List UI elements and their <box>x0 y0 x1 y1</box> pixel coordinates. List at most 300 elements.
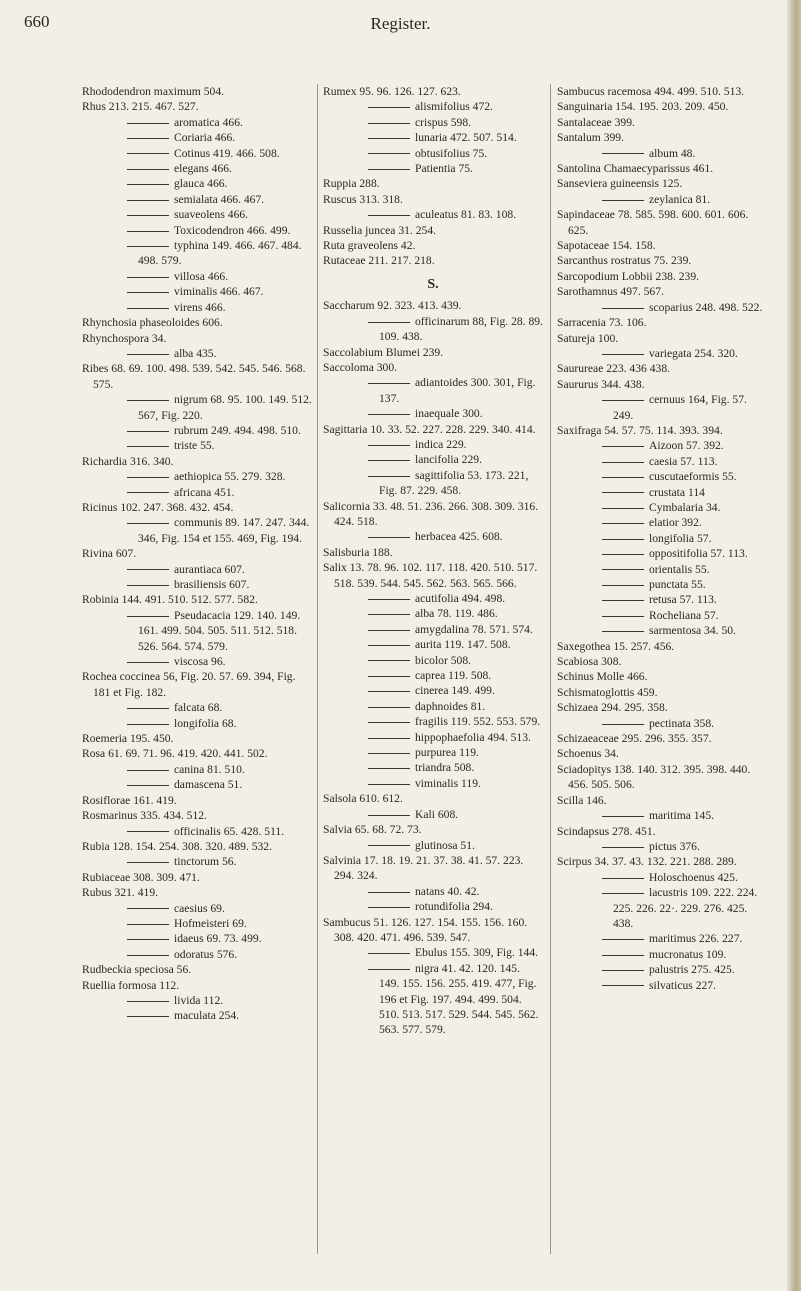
entry-text: maculata 254. <box>174 1009 240 1023</box>
entry-text: officinarum 88, Fig. 28. 89. 109. 438. <box>379 314 543 344</box>
index-entry <box>557 253 769 268</box>
index-subentry <box>82 515 314 546</box>
repeat-dash <box>602 600 644 601</box>
entry-text: Cotinus 419. 466. 508. <box>174 146 280 160</box>
entry-text: sarmentosa 34. 50. <box>649 624 736 638</box>
index-subentry <box>557 562 769 577</box>
index-subentry <box>82 423 314 438</box>
repeat-dash <box>368 845 410 846</box>
entry-text: tinctorum 56. <box>174 855 237 869</box>
entry-text: aculeatus 81. 83. 108. <box>415 208 517 222</box>
entry-text: Saxifraga 54. 57. 75. 114. 393. 394. <box>557 423 723 437</box>
index-subentry <box>82 777 314 792</box>
entry-text: Ribes 68. 69. 100. 498. 539. 542. 545. 546. 568. 575. <box>82 362 306 391</box>
index-entry <box>557 207 769 238</box>
entry-text: Rivina 607. <box>82 547 137 561</box>
index-entry <box>557 639 769 654</box>
repeat-dash <box>127 431 169 432</box>
entry-text: Scindapsus 278. 451. <box>557 824 656 838</box>
entry-text: alismifolius 472. <box>415 100 493 114</box>
entry-text: aurita 119. 147. 508. <box>415 638 511 652</box>
index-subentry <box>323 99 543 114</box>
repeat-dash <box>127 616 169 617</box>
entry-text: Rhynchosia phaseoloides 606. <box>82 316 223 330</box>
entry-text: lunaria 472. 507. 514. <box>415 131 517 145</box>
entry-text: Sambucus 51. 126. 127. 154. 155. 156. 160. 308. 420. 471. 496. 539. 547. <box>323 915 528 944</box>
index-entry <box>557 824 769 839</box>
index-subentry <box>557 839 769 854</box>
entry-text: maritimus 226. 227. <box>649 932 743 946</box>
repeat-dash <box>602 477 644 478</box>
index-entry <box>82 315 314 330</box>
index-subentry <box>557 346 769 361</box>
repeat-dash <box>127 446 169 447</box>
index-subentry <box>323 468 543 499</box>
index-entry <box>82 839 314 854</box>
entry-text: zeylanica 81. <box>649 192 711 206</box>
entry-text: obtusifolius 75. <box>415 146 488 160</box>
index-subentry <box>82 1008 314 1023</box>
index-entry <box>557 161 769 176</box>
entry-text: triste 55. <box>174 439 215 453</box>
index-subentry <box>323 452 543 467</box>
index-subentry <box>557 500 769 515</box>
entry-text: Rudbeckia speciosa 56. <box>82 963 192 977</box>
index-entry <box>323 238 543 253</box>
entry-text: aurantiaca 607. <box>174 562 245 576</box>
index-entry <box>82 962 314 977</box>
entry-text: crispus 598. <box>415 115 472 129</box>
repeat-dash <box>127 955 169 956</box>
repeat-dash <box>368 907 410 908</box>
repeat-dash <box>368 645 410 646</box>
entry-text: aethiopica 55. 279. 328. <box>174 470 286 484</box>
entry-text: Ruppia 288. <box>323 177 380 191</box>
index-entry <box>82 592 314 607</box>
entry-text: nigrum 68. 95. 100. 149. 512. 567, Fig. 220. <box>138 393 312 422</box>
index-entry <box>557 700 769 715</box>
entry-text: Saururus 344. 438. <box>557 377 645 391</box>
index-entry <box>323 176 543 191</box>
index-subentry <box>82 130 314 145</box>
index-entry <box>557 854 769 869</box>
index-subentry <box>323 207 543 222</box>
entry-text: acutifolia 494. 498. <box>415 592 506 605</box>
entry-text: suaveolens 466. <box>174 208 249 222</box>
repeat-dash <box>368 599 410 600</box>
repeat-dash <box>127 153 169 154</box>
entry-text: Pseudacacia 129. 140. 149. 161. 499. 504. 505. 511. 512. 518. 526. 564. 574. 579. <box>138 608 301 653</box>
entry-text: Ruta graveolens 42. <box>323 239 416 253</box>
entry-text: Schinus Molle 466. <box>557 670 648 684</box>
entry-text: Roemeria 195. 450. <box>82 732 174 746</box>
entry-text: semialata 466. 467. <box>174 192 265 206</box>
entry-text: inaequale 300. <box>415 407 483 421</box>
entry-text: maritima 145. <box>649 809 715 823</box>
repeat-dash <box>127 1016 169 1017</box>
entry-text: adiantoides 300. 301, Fig. 137. <box>379 376 536 405</box>
repeat-dash <box>368 153 410 154</box>
repeat-dash <box>368 630 410 631</box>
entry-text: glutinosa 51. <box>415 838 475 852</box>
entry-text: punctata 55. <box>649 578 706 591</box>
index-entry <box>557 115 769 130</box>
repeat-dash <box>368 169 410 170</box>
entry-text: Kali 608. <box>415 807 459 821</box>
index-subentry <box>557 592 769 607</box>
repeat-dash <box>368 707 410 708</box>
index-entry <box>557 685 769 700</box>
index-entry <box>557 377 769 392</box>
index-entry <box>323 192 543 207</box>
repeat-dash <box>368 969 410 970</box>
index-subentry <box>82 901 314 916</box>
entry-text: Saxegothea 15. 257. 456. <box>557 639 675 653</box>
index-entry <box>82 808 314 823</box>
entry-text: Russelia juncea 31. 254. <box>323 223 437 237</box>
index-subentry <box>323 406 543 421</box>
entry-text: Schoenus 34. <box>557 747 619 761</box>
index-subentry <box>323 130 543 145</box>
entry-text: palustris 275. 425. <box>649 963 735 977</box>
index-entry <box>82 546 314 561</box>
index-subentry <box>557 962 769 977</box>
entry-text: Ebulus 155. 309, Fig. 144. <box>415 946 539 960</box>
entry-text: communis 89. 147. 247. 344. 346, Fig. 154 et 155. 469, Fig. 194. <box>138 516 310 545</box>
repeat-dash <box>127 924 169 925</box>
index-subentry <box>82 115 314 130</box>
entry-text: Salicornia 33. 48. 51. 236. 266. 308. 309. 316. 424. 518. <box>323 499 539 528</box>
entry-text: rotundifolia 294. <box>415 900 493 914</box>
entry-text: longifolia 57. <box>649 531 712 545</box>
index-entry <box>323 822 543 837</box>
repeat-dash <box>127 169 169 170</box>
entry-text: Schismatoglottis 459. <box>557 685 658 699</box>
repeat-dash <box>368 445 410 446</box>
index-entry <box>82 331 314 346</box>
entry-text: Rochea coccinea 56, Fig. 20. 57. 69. 394, Fig. 181 et Fig. 182. <box>82 670 296 699</box>
column-divider <box>550 84 551 1254</box>
index-subentry <box>82 438 314 453</box>
index-entry <box>82 500 314 515</box>
index-entry <box>82 84 314 99</box>
entry-text: Scilla 146. <box>557 793 607 807</box>
entry-text: Cymbalaria 34. <box>649 500 721 514</box>
index-subentry <box>323 606 543 621</box>
entry-text: pectinata 358. <box>649 716 715 730</box>
entry-text: herbacea 425. 608. <box>415 530 503 544</box>
entry-text: canina 81. 510. <box>174 762 245 776</box>
index-subentry <box>82 192 314 207</box>
repeat-dash <box>368 476 410 477</box>
repeat-dash <box>602 446 644 447</box>
entry-text: Aizoon 57. 392. <box>649 439 724 453</box>
index-subentry <box>82 469 314 484</box>
entry-text: caesia 57. 113. <box>649 454 718 468</box>
index-subentry <box>82 223 314 238</box>
entry-text: retusa 57. 113. <box>649 593 717 607</box>
entry-text: lancifolia 229. <box>415 453 482 467</box>
repeat-dash <box>602 354 644 355</box>
index-entry <box>82 99 314 114</box>
entry-text: S. <box>427 276 439 292</box>
entry-text: Scabiosa 308. <box>557 655 622 669</box>
repeat-dash <box>127 400 169 401</box>
index-entry <box>557 99 769 114</box>
index-subentry <box>82 485 314 500</box>
page-number: 660 <box>24 12 50 31</box>
repeat-dash <box>368 676 410 677</box>
index-subentry <box>82 207 314 222</box>
repeat-dash <box>127 246 169 247</box>
index-subentry <box>323 637 543 652</box>
index-subentry <box>557 978 769 993</box>
entry-text: falcata 68. <box>174 701 223 715</box>
repeat-dash <box>368 953 410 954</box>
repeat-dash <box>127 308 169 309</box>
entry-text: Satureja 100. <box>557 331 619 345</box>
repeat-dash <box>602 955 644 956</box>
index-subentry <box>557 300 769 315</box>
entry-text: Sarothamnus 497. 567. <box>557 285 664 299</box>
repeat-dash <box>602 816 644 817</box>
index-subentry <box>82 700 314 715</box>
index-subentry <box>82 762 314 777</box>
index-subentry <box>557 931 769 946</box>
entry-text: Schizaea 294. 295. 358. <box>557 701 668 715</box>
repeat-dash <box>368 138 410 139</box>
repeat-dash <box>368 614 410 615</box>
index-entry <box>323 791 543 806</box>
index-subentry <box>323 653 543 668</box>
index-entry <box>323 853 543 884</box>
repeat-dash <box>602 970 644 971</box>
entry-text: africana 451. <box>174 485 235 499</box>
index-entry <box>82 731 314 746</box>
entry-text: Sapotaceae 154. 158. <box>557 239 656 253</box>
entry-text: Salix 13. 78. 96. 102. 117. 118. 420. 510. 517. 518. 539. 544. 545. 562. 563. 565. 566. <box>323 561 538 590</box>
entry-text: nigra 41. 42. 120. 145. 149. 155. 156. 255. 419. 477, Fig. 196 et Fig. 197. 494. 499. 504. 510. 513. 517. 529. 544. 545. 562. 563. 577. 579. <box>379 961 539 1037</box>
index-subentry <box>323 838 543 853</box>
index-subentry <box>323 884 543 899</box>
index-subentry <box>82 562 314 577</box>
index-subentry <box>82 161 314 176</box>
entry-text: orientalis 55. <box>649 562 710 576</box>
index-subentry <box>323 314 543 345</box>
index-entry <box>82 361 314 392</box>
entry-text: Sanguinaria 154. 195. 203. 209. 450. <box>557 100 729 114</box>
entry-text: Salvinia 17. 18. 19. 21. 37. 38. 41. 57. 223. 294. 324. <box>323 853 524 883</box>
index-subentry <box>323 591 543 606</box>
repeat-dash <box>368 414 410 415</box>
repeat-dash <box>368 753 410 754</box>
repeat-dash <box>602 631 644 632</box>
index-entry <box>557 762 769 793</box>
entry-text: Sarracenia 73. 106. <box>557 316 647 330</box>
entry-text: Santalum 399. <box>557 131 624 145</box>
entry-text: triandra 508. <box>415 761 475 775</box>
entry-text: bicolor 508. <box>415 653 472 667</box>
entry-text: hippophaefolia 494. 513. <box>415 730 531 744</box>
repeat-dash <box>127 200 169 201</box>
index-subentry <box>82 608 314 654</box>
index-entry <box>557 746 769 761</box>
repeat-dash <box>368 460 410 461</box>
entry-text: Saccolabium Blumei 239. <box>323 345 444 359</box>
index-entry <box>82 870 314 885</box>
repeat-dash <box>127 215 169 216</box>
entry-text: virens 466. <box>174 300 226 314</box>
entry-text: Rhus 213. 215. 467. 527. <box>82 100 199 114</box>
index-subentry <box>557 485 769 500</box>
entry-text: villosa 466. <box>174 269 229 283</box>
index-entry <box>557 669 769 684</box>
running-head: Register. <box>370 14 431 33</box>
index-subentry <box>82 854 314 869</box>
index-subentry <box>323 146 543 161</box>
repeat-dash <box>368 123 410 124</box>
repeat-dash <box>127 785 169 786</box>
index-subentry <box>82 269 314 284</box>
repeat-dash <box>602 893 644 894</box>
index-subentry <box>323 437 543 452</box>
entry-text: Rosa 61. 69. 71. 96. 419. 420. 441. 502. <box>82 747 268 761</box>
entry-text: elatior 392. <box>649 516 702 530</box>
index-subentry <box>82 300 314 315</box>
repeat-dash <box>127 292 169 293</box>
index-subentry <box>557 438 769 453</box>
index-subentry <box>323 668 543 683</box>
index-entry <box>323 84 543 99</box>
entry-text: longifolia 68. <box>174 716 237 730</box>
entry-text: Santalaceae 399. <box>557 115 635 129</box>
entry-text: album 48. <box>649 146 696 160</box>
repeat-dash <box>127 708 169 709</box>
entry-text: sagittifolia 53. 173. 221, Fig. 87. 229. 458. <box>379 468 529 498</box>
repeat-dash <box>127 862 169 863</box>
index-entry <box>557 654 769 669</box>
repeat-dash <box>368 722 410 723</box>
index-subentry <box>82 716 314 731</box>
repeat-dash <box>127 724 169 725</box>
index-subentry <box>557 947 769 962</box>
repeat-dash <box>602 462 644 463</box>
index-entry <box>557 130 769 145</box>
index-entry <box>323 915 543 946</box>
index-subentry <box>82 392 314 423</box>
entry-text: Sapindaceae 78. 585. 598. 600. 601. 606. 625. <box>557 208 749 237</box>
repeat-dash <box>602 847 644 848</box>
index-subentry <box>323 945 543 960</box>
entry-text: typhina 149. 466. 467. 484. 498. 579. <box>138 239 302 268</box>
repeat-dash <box>368 768 410 769</box>
repeat-dash <box>602 539 644 540</box>
index-subentry <box>557 146 769 161</box>
index-subentry <box>82 824 314 839</box>
index-subentry <box>557 608 769 623</box>
entry-text: Sanseviera guineensis 125. <box>557 177 683 191</box>
index-subentry <box>82 176 314 191</box>
repeat-dash <box>602 554 644 555</box>
entry-text: purpurea 119. <box>415 746 479 760</box>
index-entry <box>557 284 769 299</box>
repeat-dash <box>127 184 169 185</box>
entry-text: viminalis 466. 467. <box>174 285 264 299</box>
index-entry <box>323 499 543 530</box>
index-entry <box>557 331 769 346</box>
repeat-dash <box>127 138 169 139</box>
index-entry <box>82 669 314 700</box>
entry-text: pictus 376. <box>649 839 700 853</box>
index-column-1 <box>82 84 314 1024</box>
entry-text: brasiliensis 607. <box>174 578 250 591</box>
entry-text: officinalis 65. 428. 511. <box>174 824 285 838</box>
repeat-dash <box>602 153 644 154</box>
entry-text: Rocheliana 57. <box>649 608 719 622</box>
index-subentry <box>557 716 769 731</box>
entry-text: Santolina Chamaecyparissus 461. <box>557 162 714 176</box>
entry-text: caesius 69. <box>174 901 225 915</box>
entry-text: fragilis 119. 552. 553. 579. <box>415 715 541 729</box>
repeat-dash <box>602 308 644 309</box>
entry-text: crustata 114 <box>649 485 705 499</box>
repeat-dash <box>368 784 410 785</box>
repeat-dash <box>127 662 169 663</box>
index-subentry <box>557 392 769 423</box>
index-subentry <box>323 899 543 914</box>
repeat-dash <box>602 616 644 617</box>
repeat-dash <box>602 492 644 493</box>
index-subentry <box>82 947 314 962</box>
entry-text: Sarcanthus rostratus 75. 239. <box>557 254 692 268</box>
index-entry <box>82 454 314 469</box>
index-subentry <box>82 238 314 269</box>
entry-text: cinerea 149. 499. <box>415 684 495 698</box>
index-subentry <box>82 284 314 299</box>
repeat-dash <box>127 770 169 771</box>
index-entry <box>82 978 314 993</box>
entry-text: variegata 254. 320. <box>649 346 738 360</box>
index-subentry <box>323 961 543 1038</box>
entry-text: Schizaeaceae 295. 296. 355. 357. <box>557 732 712 746</box>
repeat-dash <box>602 878 644 879</box>
entry-text: Sarcopodium Lobbii 238. 239. <box>557 269 700 283</box>
entry-text: Toxicodendron 466. 499. <box>174 223 291 237</box>
entry-text: cernuus 164, Fig. 57. 249. <box>613 393 747 422</box>
entry-text: amygdalina 78. 571. 574. <box>415 622 533 636</box>
entry-text: Sagittaria 10. 33. 52. 227. 228. 229. 340. 414. <box>323 422 536 436</box>
entry-text: damascena 51. <box>174 778 243 792</box>
repeat-dash <box>602 985 644 986</box>
repeat-dash <box>368 815 410 816</box>
index-entry <box>557 731 769 746</box>
column-divider <box>317 84 318 1254</box>
index-subentry <box>82 931 314 946</box>
index-subentry <box>557 623 769 638</box>
index-entry <box>557 361 769 376</box>
index-column-2 <box>323 84 543 1038</box>
index-subentry <box>323 714 543 729</box>
index-subentry <box>82 654 314 669</box>
entry-text: cuscutaeformis 55. <box>649 470 737 484</box>
repeat-dash <box>127 492 169 493</box>
repeat-dash <box>127 523 169 524</box>
index-subentry <box>82 993 314 1008</box>
repeat-dash <box>602 939 644 940</box>
index-subentry <box>323 375 543 406</box>
entry-text: natans 40. 42. <box>415 884 480 898</box>
repeat-dash <box>602 585 644 586</box>
